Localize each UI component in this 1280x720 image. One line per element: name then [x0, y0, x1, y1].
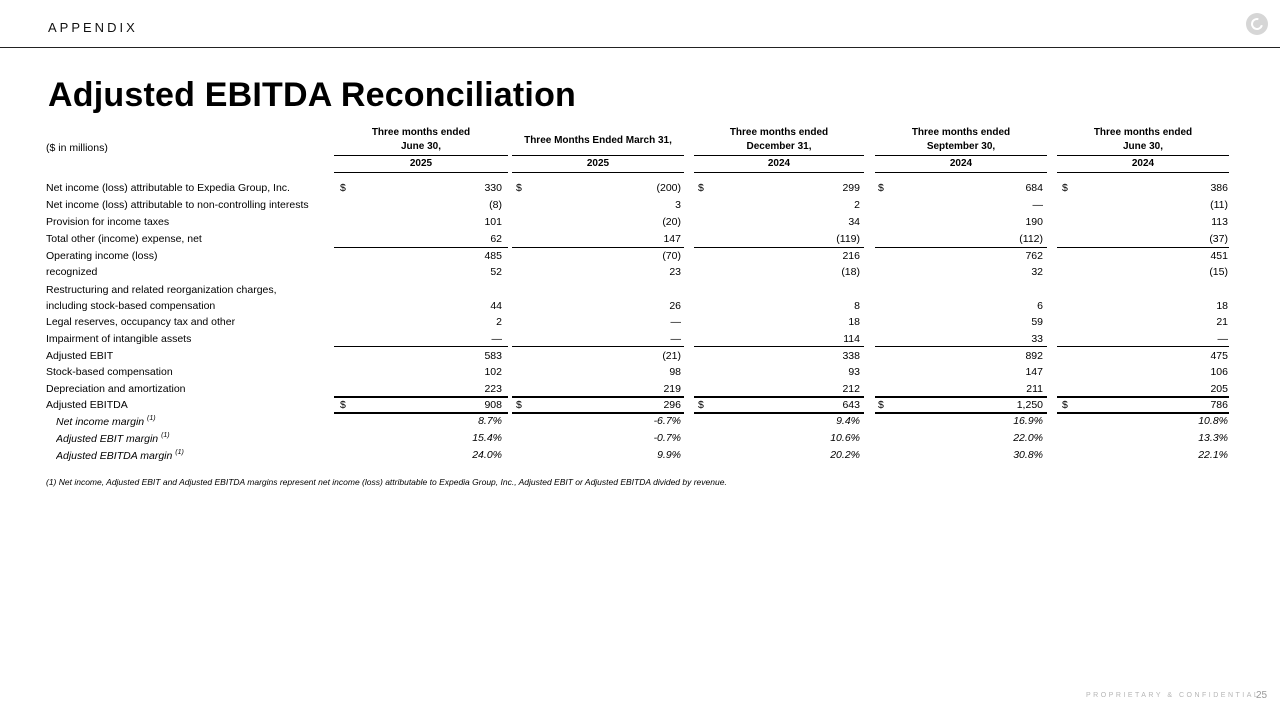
margin-cell: 24.0%: [472, 449, 502, 461]
column-year: 2024: [1131, 158, 1155, 169]
table-cell: 330: [484, 182, 502, 194]
table-cell: 44: [490, 300, 502, 312]
currency-symbol: $: [878, 182, 884, 194]
total-rule-bottom: [334, 412, 508, 414]
units-label: ($ in millions): [46, 142, 108, 154]
currency-symbol: $: [516, 399, 522, 411]
table-cell: 106: [1210, 366, 1228, 378]
column-header: Three Months Ended March 31,: [524, 135, 672, 146]
total-rule-top: [512, 396, 684, 398]
margin-cell: 15.4%: [472, 432, 502, 444]
table-cell: 8: [854, 300, 860, 312]
subtotal-rule: [875, 346, 1047, 347]
total-rule-top: [334, 396, 508, 398]
currency-symbol: $: [1062, 399, 1068, 411]
total-rule-bottom: [512, 412, 684, 414]
table-cell: 451: [1210, 250, 1228, 262]
table-cell: 2: [496, 316, 502, 328]
total-rule-bottom: [694, 412, 864, 414]
row-label: Provision for income taxes: [46, 216, 170, 228]
table-cell: 114: [843, 333, 860, 345]
table-cell: 18: [1216, 300, 1228, 312]
currency-symbol: $: [698, 399, 704, 411]
header-underline: [694, 155, 864, 156]
table-cell: 34: [848, 216, 860, 228]
table-cell: 26: [669, 300, 681, 312]
table-cell: 205: [1210, 383, 1228, 395]
table-cell: —: [491, 333, 502, 345]
column-header: Three months ended June 30,: [371, 127, 471, 152]
total-rule-top: [875, 396, 1047, 398]
margin-row-label: [56, 415, 156, 428]
table-cell: (21): [662, 350, 681, 362]
total-rule-top: [1057, 396, 1229, 398]
table-cell: —: [1217, 333, 1228, 345]
footnote-marker: (1): [147, 415, 156, 422]
table-cell: (70): [662, 250, 681, 262]
table-cell: 62: [490, 233, 502, 245]
year-underline: [512, 172, 684, 173]
table-cell: —: [1032, 199, 1043, 211]
column-year: 2024: [767, 158, 791, 169]
footnote: (1) Net income, Adjusted EBIT and Adjusted EBITDA margins represent net income (loss) attributable to Expedia Group, Inc., Adjusted EBIT or Adjusted EBITDA divided by revenue.: [46, 477, 727, 487]
row-label: Adjusted EBIT: [46, 350, 114, 362]
table-cell: 32: [1031, 266, 1043, 278]
table-cell: (18): [841, 266, 860, 278]
footnote-marker: (1): [161, 432, 170, 439]
row-label: Stock-based compensation: [46, 366, 173, 378]
table-cell: (200): [656, 182, 681, 194]
margin-cell: 16.9%: [1013, 415, 1043, 427]
margin-label-text: Adjusted EBITDA margin: [56, 450, 173, 462]
table-cell: 23: [669, 266, 681, 278]
margin-cell: 22.0%: [1013, 432, 1043, 444]
subtotal-rule: [694, 247, 864, 248]
table-cell: 786: [1210, 399, 1228, 411]
currency-symbol: $: [698, 182, 704, 194]
margin-row-label: [56, 432, 170, 445]
row-label: Legal reserves, occupancy tax and other: [46, 316, 236, 328]
table-cell: 583: [484, 350, 502, 362]
table-cell: 2: [854, 199, 860, 211]
row-label: Net income (loss) attributable to Expedia Group, Inc.: [46, 182, 290, 194]
table-cell: 643: [842, 399, 860, 411]
table-cell: 684: [1025, 182, 1043, 194]
column-header: Three months ended December 31,: [729, 127, 829, 152]
margin-cell: 20.2%: [830, 449, 860, 461]
margin-row-label: [56, 449, 184, 462]
table-cell: 212: [842, 383, 860, 395]
table-cell: 147: [663, 233, 681, 245]
margin-label-text: Net income margin: [56, 416, 145, 428]
column-header: Three months ended June 30,: [1093, 127, 1193, 152]
subtotal-rule: [512, 346, 684, 347]
currency-symbol: $: [516, 182, 522, 194]
row-label: Total other (income) expense, net: [46, 233, 202, 245]
margin-cell: 9.4%: [836, 415, 860, 427]
header-divider: [0, 47, 1280, 48]
table-cell: (11): [1210, 199, 1228, 211]
table-cell: 892: [1025, 350, 1043, 362]
table-cell: 102: [484, 366, 502, 378]
table-cell: 338: [842, 350, 860, 362]
table-cell: 296: [663, 399, 681, 411]
confidential-label: PROPRIETARY & CONFIDENTIAL: [1086, 692, 1261, 699]
table-cell: 59: [1031, 316, 1043, 328]
table-cell: (20): [662, 216, 681, 228]
table-cell: (8): [489, 199, 502, 211]
table-cell: 485: [484, 250, 502, 262]
table-cell: 33: [1031, 333, 1043, 345]
total-rule-bottom: [875, 412, 1047, 414]
page-number: 25: [1256, 690, 1268, 701]
table-cell: 98: [669, 366, 681, 378]
row-label: Restructuring and related reorganization charges,: [46, 284, 277, 296]
table-cell: 113: [1211, 216, 1228, 228]
table-cell: 219: [663, 383, 681, 395]
footnote-marker: (1): [175, 449, 184, 456]
row-label-continued: including stock-based compensation: [46, 300, 216, 312]
table-cell: 101: [484, 216, 502, 228]
column-year: 2024: [949, 158, 973, 169]
row-label: Depreciation and amortization: [46, 383, 186, 395]
table-cell: 3: [675, 199, 681, 211]
table-cell: 1,250: [1016, 399, 1043, 411]
table-cell: 21: [1216, 316, 1228, 328]
table-cell: 147: [1025, 366, 1043, 378]
year-underline: [875, 172, 1047, 173]
column-year: 2025: [586, 158, 610, 169]
row-label: Adjusted EBITDA: [46, 399, 128, 411]
subtotal-rule: [334, 346, 508, 347]
table-cell: 6: [1037, 300, 1043, 312]
subtotal-rule: [512, 247, 684, 248]
year-underline: [334, 172, 508, 173]
subtotal-rule: [1057, 346, 1229, 347]
currency-symbol: $: [878, 399, 884, 411]
expedia-logo-icon: [1246, 13, 1268, 35]
section-label: APPENDIX: [48, 20, 138, 35]
margin-cell: 10.8%: [1198, 415, 1228, 427]
table-cell: 52: [490, 266, 502, 278]
subtotal-rule: [334, 247, 508, 248]
table-cell: 762: [1025, 250, 1043, 262]
row-label: Operating income (loss): [46, 250, 158, 262]
table-cell: (119): [836, 233, 860, 245]
year-underline: [694, 172, 864, 173]
table-cell: 93: [848, 366, 860, 378]
table-cell: (112): [1019, 233, 1043, 245]
table-cell: —: [670, 316, 681, 328]
row-label: recognized: [46, 266, 98, 278]
table-cell: (15): [1209, 266, 1228, 278]
margin-cell: 9.9%: [657, 449, 681, 461]
total-rule-bottom: [1057, 412, 1229, 414]
currency-symbol: $: [340, 399, 346, 411]
table-cell: 190: [1025, 216, 1043, 228]
header-underline: [875, 155, 1047, 156]
row-label: Net income (loss) attributable to non-controlling interests: [46, 199, 309, 211]
table-cell: 211: [1026, 383, 1043, 395]
page-title: Adjusted EBITDA Reconciliation: [48, 76, 577, 114]
margin-label-text: Adjusted EBIT margin: [56, 433, 159, 445]
subtotal-rule: [694, 346, 864, 347]
total-rule-top: [694, 396, 864, 398]
table-cell: 216: [842, 250, 860, 262]
year-underline: [1057, 172, 1229, 173]
table-cell: 386: [1210, 182, 1228, 194]
column-header: Three months ended September 30,: [911, 127, 1011, 152]
currency-symbol: $: [340, 182, 346, 194]
table-cell: 18: [848, 316, 860, 328]
margin-cell: 30.8%: [1013, 449, 1043, 461]
row-label: Impairment of intangible assets: [46, 333, 192, 345]
header-underline: [512, 155, 684, 156]
margin-cell: 22.1%: [1198, 449, 1228, 461]
header-underline: [334, 155, 508, 156]
subtotal-rule: [875, 247, 1047, 248]
margin-cell: -6.7%: [653, 415, 681, 427]
margin-cell: -0.7%: [653, 432, 681, 444]
margin-cell: 8.7%: [478, 415, 502, 427]
currency-symbol: $: [1062, 182, 1068, 194]
margin-cell: 13.3%: [1198, 432, 1228, 444]
subtotal-rule: [1057, 247, 1229, 248]
table-cell: —: [670, 333, 681, 345]
table-cell: 223: [484, 383, 502, 395]
margin-cell: 10.6%: [830, 432, 860, 444]
table-cell: 475: [1210, 350, 1228, 362]
table-cell: 908: [484, 399, 502, 411]
column-year: 2025: [409, 158, 433, 169]
header-underline: [1057, 155, 1229, 156]
table-cell: (37): [1209, 233, 1228, 245]
table-cell: 299: [842, 182, 860, 194]
